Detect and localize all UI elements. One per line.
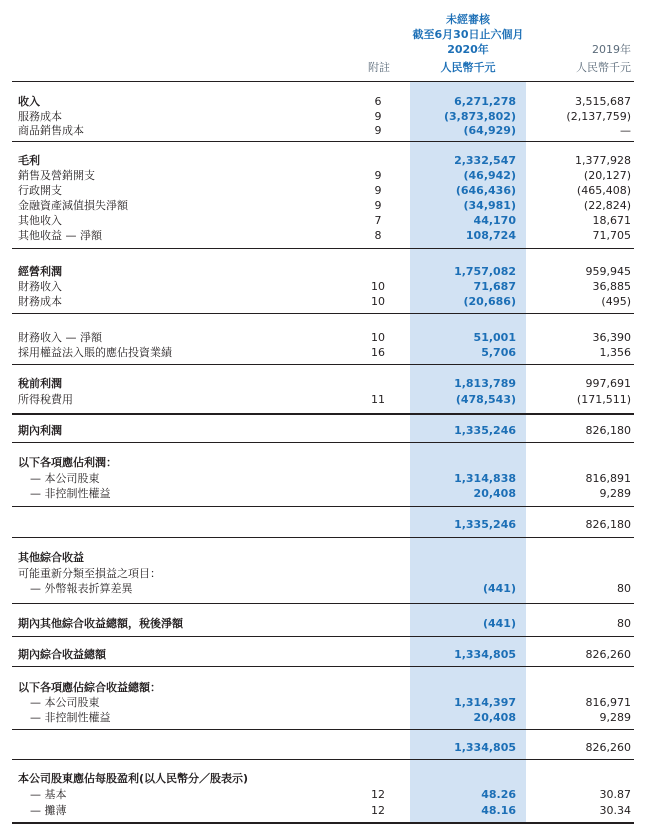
row-note: 10	[371, 295, 385, 308]
row-current-value: 1,314,838	[454, 472, 516, 485]
row-prior-value: 997,691	[585, 377, 631, 390]
row-label: 行政開支	[18, 184, 62, 197]
row-note: 10	[371, 331, 385, 344]
table-row	[0, 772, 647, 786]
row-prior-value: 826,180	[585, 518, 631, 531]
table-rule	[12, 603, 634, 604]
row-prior-value: 1,377,928	[575, 154, 631, 167]
row-label: 其他收入	[18, 214, 62, 227]
table-row	[0, 551, 647, 565]
row-label: 期內綜合收益總額	[18, 648, 106, 661]
header-reviewed: 未經審核	[446, 13, 490, 26]
table-row	[0, 804, 647, 818]
table-row	[0, 582, 647, 596]
row-prior-value: 3,515,687	[575, 95, 631, 108]
row-note: 9	[374, 199, 382, 212]
row-label: 採用權益法入賬的應佔投資業績	[18, 346, 172, 359]
row-prior-value: 826,260	[585, 741, 631, 754]
table-row	[0, 681, 647, 695]
table-row	[0, 154, 647, 168]
row-prior-value: (171,511)	[576, 393, 631, 406]
row-prior-value: 30.87	[599, 788, 631, 801]
row-prior-value: (20,127)	[583, 169, 631, 182]
row-label: 稅前利潤	[18, 377, 62, 390]
row-label: 金融資產減值損失淨額	[18, 199, 128, 212]
table-rule	[12, 729, 634, 730]
row-note: 6	[374, 95, 382, 108]
row-label: — 本公司股東	[30, 472, 100, 485]
row-current-value: 1,813,789	[454, 377, 516, 390]
row-current-value: (646,436)	[455, 184, 516, 197]
row-label: 服務成本	[18, 110, 62, 123]
header-current-unit: 人民幣千元	[440, 61, 496, 74]
row-label: 以下各項應佔利潤：	[18, 456, 117, 469]
row-current-value: 1,334,805	[454, 648, 516, 661]
row-prior-value: (2,137,759)	[566, 110, 631, 123]
table-row	[0, 280, 647, 294]
row-label: 財務收入	[18, 280, 62, 293]
row-prior-value: 826,260	[585, 648, 631, 661]
row-label: 期內利潤	[18, 424, 62, 437]
row-note: 9	[374, 184, 382, 197]
row-current-value: 48.16	[481, 804, 516, 817]
table-row	[0, 424, 647, 438]
table-row	[0, 617, 647, 631]
row-current-value: 6,271,278	[454, 95, 516, 108]
row-prior-value: (495)	[601, 295, 631, 308]
table-row	[0, 331, 647, 345]
row-current-value: 108,724	[465, 229, 516, 242]
row-current-value: 51,001	[473, 331, 516, 344]
table-row	[0, 110, 647, 124]
row-prior-value: 9,289	[599, 487, 631, 500]
row-prior-value: 36,390	[592, 331, 631, 344]
row-note: 12	[371, 788, 385, 801]
table-row	[0, 788, 647, 802]
row-current-value: 1,757,082	[454, 265, 516, 278]
table-rule	[12, 141, 634, 142]
row-label: 財務成本	[18, 295, 62, 308]
row-current-value: (3,873,802)	[444, 110, 516, 123]
table-rule	[12, 81, 634, 82]
row-current-value: (46,942)	[463, 169, 516, 182]
table-row	[0, 487, 647, 501]
row-current-value: 1,314,397	[454, 696, 516, 709]
table-row	[0, 346, 647, 360]
row-prior-value: 71,705	[592, 229, 631, 242]
row-current-value: (34,981)	[463, 199, 516, 212]
table-rule	[12, 506, 634, 507]
table-rule	[12, 364, 634, 365]
row-label: — 非控制性權益	[30, 711, 111, 724]
row-current-value: 71,687	[473, 280, 516, 293]
row-label: 收入	[18, 95, 40, 108]
row-current-value: (478,543)	[455, 393, 516, 406]
row-current-value: 20,408	[473, 487, 516, 500]
table-rule	[12, 413, 634, 415]
table-row	[0, 295, 647, 309]
row-note: 10	[371, 280, 385, 293]
table-rule	[12, 248, 634, 249]
row-prior-value: 1,356	[599, 346, 631, 359]
row-prior-value: 80	[617, 582, 631, 595]
table-row	[0, 124, 647, 138]
row-current-value: (20,686)	[463, 295, 516, 308]
table-row	[0, 95, 647, 109]
table-rule	[12, 759, 634, 760]
table-row	[0, 199, 647, 213]
table-row	[0, 472, 647, 486]
table-row	[0, 711, 647, 725]
row-current-value: 2,332,547	[454, 154, 516, 167]
row-label: 其他綜合收益	[18, 551, 84, 564]
row-current-value: (64,929)	[463, 124, 516, 137]
table-row	[0, 169, 647, 183]
row-note: 9	[374, 124, 382, 137]
table-row	[0, 567, 647, 581]
row-prior-value: 30.34	[599, 804, 631, 817]
row-current-value: 20,408	[473, 711, 516, 724]
row-note: 9	[374, 169, 382, 182]
row-current-value: 44,170	[473, 214, 516, 227]
table-rule	[12, 537, 634, 538]
table-rule	[12, 666, 634, 667]
row-prior-value: 80	[617, 617, 631, 630]
row-note: 16	[371, 346, 385, 359]
row-current-value: 1,334,805	[454, 741, 516, 754]
row-label: — 基本	[30, 788, 67, 801]
table-rule	[12, 442, 634, 443]
row-prior-value: 18,671	[592, 214, 631, 227]
row-label: 銷售及營銷開支	[18, 169, 95, 182]
row-current-value: 1,335,246	[454, 518, 516, 531]
row-note: 12	[371, 804, 385, 817]
header-prior-year: 2019年	[592, 43, 631, 56]
table-row	[0, 265, 647, 279]
row-prior-value: 816,971	[585, 696, 631, 709]
row-note: 9	[374, 110, 382, 123]
table-row	[0, 648, 647, 662]
row-label: 可能重新分類至損益之項目：	[18, 567, 161, 580]
row-label: 其他收益 — 淨額	[18, 229, 102, 242]
table-row	[0, 377, 647, 391]
table-row	[0, 229, 647, 243]
row-prior-value: 36,885	[592, 280, 631, 293]
table-row	[0, 456, 647, 470]
row-label: 毛利	[18, 154, 40, 167]
row-current-value: (441)	[482, 582, 516, 595]
row-note: 11	[371, 393, 385, 406]
row-prior-value: 816,891	[585, 472, 631, 485]
table-rule	[12, 822, 634, 824]
row-note: 8	[374, 229, 382, 242]
table-rule	[12, 636, 634, 637]
table-row	[0, 393, 647, 407]
row-prior-value: (22,824)	[583, 199, 631, 212]
row-prior-value: —	[620, 124, 631, 137]
row-label: 商品銷售成本	[18, 124, 84, 137]
table-row	[0, 214, 647, 228]
header-note-column: 附註	[368, 61, 390, 74]
header-period: 截至6月30日止六個月	[412, 28, 524, 41]
row-label: 期內其他綜合收益總額，稅後淨額	[18, 617, 183, 630]
table-row	[0, 518, 647, 532]
row-prior-value: 9,289	[599, 711, 631, 724]
row-label: — 攤薄	[30, 804, 67, 817]
row-label: 以下各項應佔綜合收益總額：	[18, 681, 161, 694]
table-row	[0, 184, 647, 198]
row-current-value: 1,335,246	[454, 424, 516, 437]
table-row	[0, 741, 647, 755]
table-row	[0, 696, 647, 710]
row-current-value: (441)	[482, 617, 516, 630]
row-label: 經營利潤	[18, 265, 62, 278]
row-current-value: 5,706	[481, 346, 516, 359]
row-prior-value: (465,408)	[576, 184, 631, 197]
header-prior-unit: 人民幣千元	[576, 61, 631, 74]
row-label: 本公司股東應佔每股盈利(以人民幣分／股表示)	[18, 772, 249, 785]
row-label: — 非控制性權益	[30, 487, 111, 500]
header-current-year: 2020年	[447, 43, 489, 56]
row-label: 所得稅費用	[18, 393, 73, 406]
row-note: 7	[374, 214, 382, 227]
row-label: 財務收入 — 淨額	[18, 331, 102, 344]
row-prior-value: 959,945	[585, 265, 631, 278]
row-current-value: 48.26	[481, 788, 516, 801]
row-label: — 外幣報表折算差異	[30, 582, 133, 595]
table-rule	[12, 313, 634, 314]
row-prior-value: 826,180	[585, 424, 631, 437]
row-label: — 本公司股東	[30, 696, 100, 709]
